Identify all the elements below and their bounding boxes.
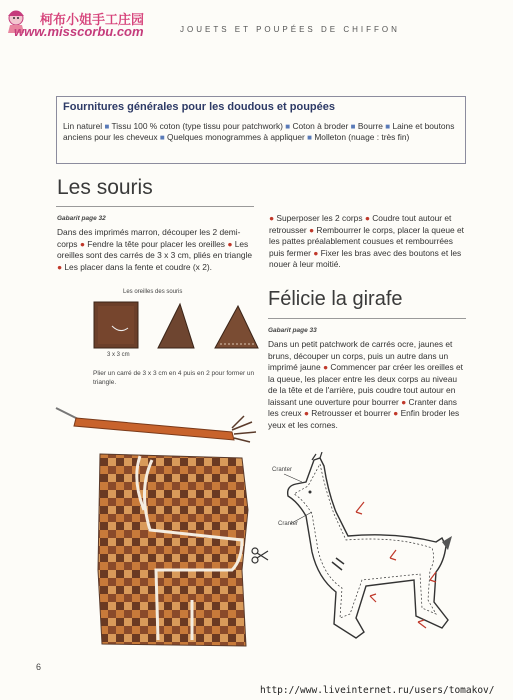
footer-url: http://www.liveinternet.ru/users/tomakov/ bbox=[260, 685, 495, 696]
supply-item: Tissu 100 % coton (type tissu pour patchwork) bbox=[111, 121, 283, 131]
instruction-step: Les placer dans la fente et coudre (x 2). bbox=[64, 261, 212, 272]
souris-instructions-left: Dans des imprimés marron, découper les 2 demi-corps ● Fendre la tête pour placer les oreilles ● Les oreilles sont des carrés de 3 x 3 cm, pliés en triangle ● Les placer dans la fente et coudre (x 2). bbox=[57, 227, 253, 272]
patchwork-fabric-figure bbox=[92, 450, 268, 650]
supplies-box bbox=[56, 96, 466, 164]
instruction-step: Dans un petit patchwork de carrés ocre, jaunes et bruns, découper un corps, puis un autre dans un imprimé jaune bbox=[268, 339, 453, 372]
supplies-title: Fournitures générales pour les doudous et poupées bbox=[63, 101, 335, 113]
supply-item: Bourre bbox=[357, 121, 383, 131]
instruction-step: Commencer par créer les oreilles et la queue, les placer entre les deux corps au niveau de la tête et de l'arrière, puis coudre tout autour en laissant une ouverture pour bourrer bbox=[268, 362, 463, 407]
watermark-url: www.misscorbu.com bbox=[14, 24, 144, 39]
instruction-step: Coudre tout autour et retrousser bbox=[269, 213, 452, 235]
supply-item: Coton à broder bbox=[292, 121, 349, 131]
supply-item: Molleton (nuage : très fin) bbox=[314, 132, 410, 142]
page-number: 6 bbox=[36, 662, 42, 672]
ear-fold-figure bbox=[90, 298, 265, 354]
divider bbox=[268, 318, 466, 319]
gabarit-reference: Gabarit page 33 bbox=[268, 327, 317, 334]
figure-dimension: 3 x 3 cm bbox=[107, 352, 130, 358]
scissors-icon bbox=[250, 546, 270, 566]
needle-icon bbox=[52, 404, 262, 444]
souris-instructions-right: ● Superposer les 2 corps ● Coudre tout autour et retrousser ● Rembourrer le corps, placer la queue et les pattes préalablement cousues et rembourrées puis fermer ● Fixer les bras avec des boutons et les nouer à leur moitié. bbox=[269, 213, 464, 269]
giraffe-outline-figure bbox=[276, 452, 466, 652]
figure-title: Les oreilles des souris bbox=[123, 289, 183, 295]
section-heading-souris: Les souris bbox=[57, 176, 153, 199]
instruction-step: Cranter dans les creux bbox=[268, 396, 457, 418]
instruction-step: Superposer les 2 corps bbox=[276, 213, 363, 223]
section-heading-girafe: Félicie la girafe bbox=[268, 288, 403, 310]
supply-item: Lin naturel bbox=[63, 121, 103, 131]
supply-item: Laine et boutons anciens pour les cheveux bbox=[63, 121, 455, 142]
instruction-step: Fixer les bras avec des boutons et les nouer à leur moitié. bbox=[269, 247, 462, 269]
supplies-list: Lin naturel ■ Tissu 100 % coton (type tissu pour patchwork) ■ Coton à broder ■ Bourre ■ Laine et boutons anciens pour les cheveux ■ Quelques monogrammes à appliquer ■ Molleton (nuage : très fin) bbox=[63, 121, 455, 142]
instruction-step: Rembourrer le corps, placer la queue et les pattes préalablement cousues et rembourrées puis fermer bbox=[269, 224, 464, 258]
instruction-step: Fendre la tête pour placer les oreilles bbox=[87, 238, 225, 249]
supply-item: Quelques monogrammes à appliquer bbox=[167, 132, 305, 142]
label-cranter: Cranter bbox=[272, 467, 293, 473]
instruction-step: Dans des imprimés marron, découper les 2 demi-corps bbox=[57, 227, 241, 249]
instruction-step: Les oreilles sont des carrés de 3 x 3 cm, pliés en triangle bbox=[57, 238, 253, 260]
instruction-step: Enfin broder les yeux et les cornes. bbox=[268, 408, 460, 430]
divider bbox=[56, 206, 254, 207]
running-header: JOUETS ET POUPÉES DE CHIFFON bbox=[180, 25, 400, 34]
label-cranter: Cranter bbox=[278, 521, 299, 527]
girafe-instructions: Dans un petit patchwork de carrés ocre, jaunes et bruns, découper un corps, puis un autre dans un imprimé jaune ● Commencer par créer les oreilles et la queue, les placer entre les deux corps au niveau de la tête et de l'arrière, puis coudre tout autour en laissant une ouverture pour bourrer ● Cranter dans les creux ● Retrousser et bourrer ● Enfin broder les yeux et les cornes. bbox=[268, 339, 463, 430]
figure-caption: Plier un carré de 3 x 3 cm en 4 puis en 2 pour former un triangle. bbox=[93, 370, 255, 386]
gabarit-reference: Gabarit page 32 bbox=[57, 215, 106, 222]
watermark-site-name: 柯布小姐手工庄园 bbox=[40, 13, 145, 28]
instruction-step: Retrousser et bourrer bbox=[311, 408, 391, 418]
